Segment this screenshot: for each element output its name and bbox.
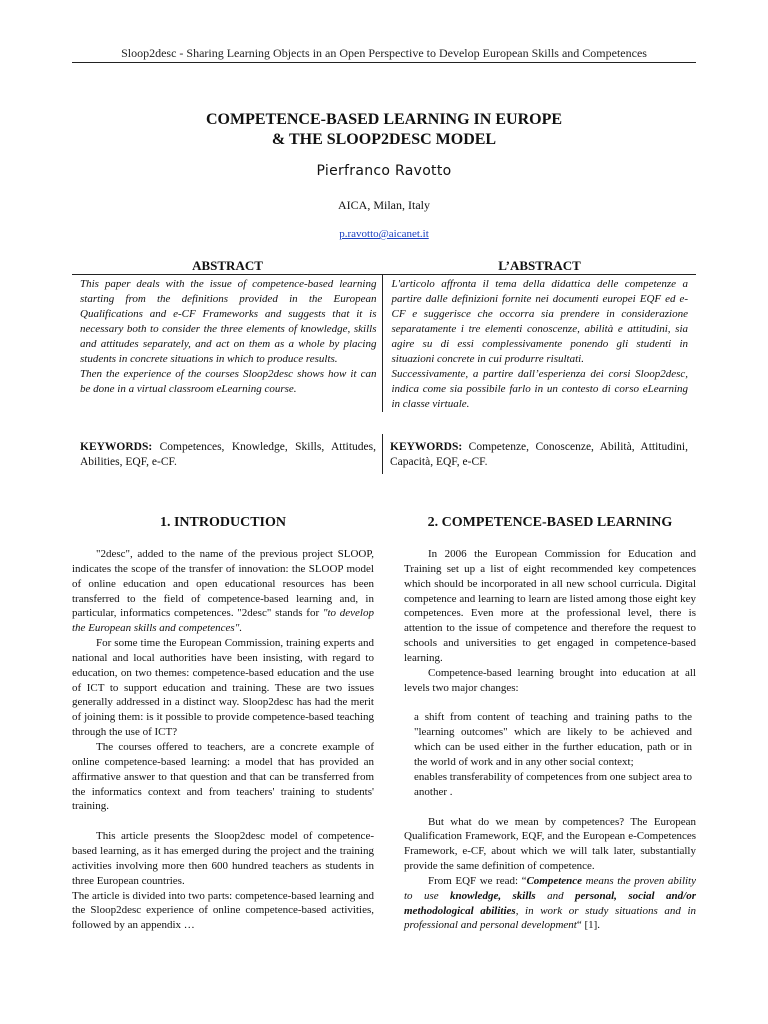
abstract-en-paragraph: This paper deals with the issue of competence-based learning starting from the definitions provided in the European Qualifications and e-CF Frameworks and suggests that it is necessary both to consider the three elements of knowledge, skills and attitudes separately, and act on them as a whole by placing students in concrete situations in which to produce results. [80,278,377,365]
keywords-it-list: Competenze, Conoscenze, Abilità, Attitudini, Capacità, EQF, e-CF. [390,441,689,468]
header-rule [72,62,696,63]
running-header: Sloop2desc - Sharing Learning Objects in an Open Perspective to Develop European Skills and Competences [121,46,647,60]
term-abilities: personal, social and/or methodological abilities [404,889,696,917]
section-competence-based-learning [404,514,696,933]
paragraph-gap [404,695,696,710]
author-email [72,228,696,240]
section-heading: 2. COMPETENCE-BASED LEARNING [427,515,673,530]
paragraph: Competence-based learning brought into education at all levels two major changes: [404,666,696,694]
abstract-it [383,275,696,413]
changes-list [404,710,696,799]
paragraph-quote: "to develop the European skills and competences". [72,607,374,635]
abstract-it-paragraph: L'articolo affronta il tema della didattica delle competenze a partire dalle definizioni fornite nei documenti europei EQF ed e-CF e suggerisce che occorra sia prendere in considerazione separatamente i tre elementi conoscenze, abilità e attitudini, sia agire su di essi complessivamente ponendo gli studenti in situazioni concrete in cui produrre risultati. [391,278,688,365]
keywords-en [80,440,376,470]
paragraph: The courses offered to teachers, are a concrete example of online competence-based learning: a model that has provided an affirmative answer to that question and that can be transferred from the informatics context and from teachers' training to students' training. [72,740,374,813]
list-item: enables transferability of competences from one subject area to another . [414,770,692,798]
keywords-divider [382,434,383,474]
paragraph: In 2006 the European Commission for Education and Training set up a list of eight recommended key competences which should be incorporated in all new school curricula. Digital competence and learning to learn are listed among those eight key competences. Even more at the professional level, there is attention to the issue of competence and therefore the request to schools and universities to get engaged in competence-based learning. [404,548,696,664]
paragraph-gap [72,814,374,829]
abstract-en-paragraph: Then the experience of the courses Sloop2desc shows how it can be done in a virtual classroom eLearning course. [80,368,377,395]
paragraph [72,547,374,636]
section-heading: 1. INTRODUCTION [159,515,286,530]
abstract-heading-en: ABSTRACT [192,258,263,273]
paragraph-gap [404,800,696,815]
text-run: means the proven ability to use [404,874,696,902]
title-line-2: & THE SLOOP2DESC MODEL [271,131,497,148]
abstract-heading-it: L’ABSTRACT [498,258,581,273]
paper-title [72,110,696,150]
email-link[interactable]: p.ravotto@aicanet.it [339,228,429,240]
list-item: a shift from content of teaching and training paths to the "learning outcomes" which are likely to be achieved and which can be used either in the further education, path or in the world of work and in any other social context; [414,711,692,768]
paragraph: This article presents the Sloop2desc model of competence-based learning, as it has emerged during the project and the training activities involving more then 600 hundred teachers as students in three European countries. [72,830,374,887]
abstract-table [72,257,696,412]
paragraph: But what do we mean by competences? The European Qualification Framework, EQF, and the European e-Competences Framework, e-CF, about which we will talk later, substantially provide the same definition of competence. [404,815,696,873]
abstract-it-paragraph: Successivamente, a partire dall’esperienza dei corsi Sloop2desc, indica come sia possibile farlo in un contesto di corso eLearning in classe virtuale. [391,368,688,410]
text-run: From EQF we read: “ [428,874,527,887]
paragraph: For some time the European Commission, training experts and national and local authorities have been insisting, with regard to education, on two themes: competence-based education and the use of ICT to support education and training. These are two issues generally addressed in a distinct way. Sloop2desc has had the merit of joining them: is it possible to provide competence-based teaching through the use of ICT? [72,637,374,739]
keywords-it [390,440,688,470]
paragraph [404,874,696,933]
text-run: and [535,889,576,902]
keywords-en-list: Competences, Knowledge, Skills, Attitudes, Abilities, EQF, e-CF. [80,441,377,468]
section-introduction [72,514,374,933]
paragraph: The article is divided into two parts: competence-based learning and the Sloop2desc experience of online competence-based activities, followed by an appendix … [72,889,374,932]
abstract-en [72,275,383,413]
term-knowledge-skills: knowledge, skills [450,889,536,902]
term-competence: Competence [526,874,583,887]
paragraph-text: "2desc", added to the name of the previous project SLOOP, indicates the scope of the transfer of innovation: the SLOOP model of online education and open educational resources has been transferred to the field of competence-based learning and, in particular, informatics competences. "2desc" stands for [72,548,374,620]
author-name: Pierfranco Ravotto [316,163,452,179]
author-affiliation: AICA, Milan, Italy [338,198,430,212]
text-run: , in work or study situations and in professional and personal development [404,904,696,932]
keywords-label: KEYWORDS: [390,441,463,453]
text-run: “ [1]. [576,919,601,932]
keywords-label: KEYWORDS: [80,441,153,453]
title-line-1: COMPETENCE-BASED LEARNING IN EUROPE [205,111,563,128]
